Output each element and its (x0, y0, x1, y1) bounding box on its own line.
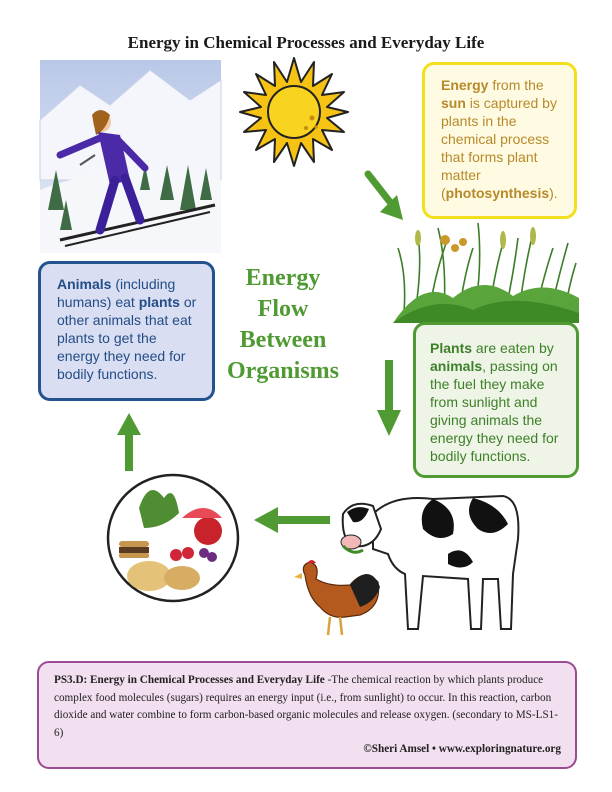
animals-text (57, 276, 196, 382)
box_plants-text-run: , passing on the fuel they make from sunlight and giving animals the energy they need for bodily functions. (430, 358, 559, 464)
grass-illustration (393, 218, 579, 323)
arrow-left (254, 507, 330, 533)
arrow-down (377, 360, 401, 438)
center-title-line: Energy (245, 265, 321, 291)
box_plants-text-run: animals (430, 358, 483, 374)
page-title: Energy in Chemical Processes and Everyday Life (127, 33, 485, 52)
box_sun-text-run: is captured by plants in the chemical process that forms plant matter ( (441, 95, 557, 201)
center-title (218, 263, 348, 387)
box_sun-text-run: Energy (441, 77, 489, 93)
box_animals-text-run: plants (138, 294, 180, 310)
food-plate-illustration (104, 473, 242, 603)
box_plants-text-run: Plants (430, 340, 473, 356)
center-title-line: Flow (257, 296, 309, 322)
box_sun-text-run: photosynthesis (445, 185, 550, 201)
standard-code: PS3.D: Energy in Chemical Processes and Everyday Life (54, 674, 325, 686)
arrow-up (117, 413, 141, 471)
box_sun-text-run: ). (549, 185, 558, 201)
center-title-line: Between (239, 327, 327, 353)
box_sun-text-run: sun (441, 95, 466, 111)
skier-illustration (40, 60, 221, 253)
plants-text (430, 340, 558, 464)
rooster-illustration (290, 557, 382, 639)
credit-line: ©Sheri Amsel • www.exploringnature.org (363, 742, 561, 755)
box_animals-text-run: (including humans) eat (57, 276, 176, 310)
standard-description: -The chemical reaction by which plants produce complex food molecules (sugars) requires an energy input (i.e., from sunlight) to occur. In this reaction, carbon dioxide and water combine to form carbon-based organic molecules and release oxygen. (secondary to MS-LS1-6) (54, 674, 558, 739)
sun-illustration (240, 58, 348, 166)
sun-energy-box (422, 62, 577, 219)
animals-box (38, 261, 215, 401)
standards-footer-box (37, 661, 577, 769)
box_plants-text-run: are eaten by (472, 340, 554, 356)
box_animals-text-run: or other animals that eat plants to get the energy they need for bodily functions. (57, 294, 197, 382)
box_sun-text-run: from the (488, 77, 544, 93)
center-title-line: Organisms (226, 358, 339, 384)
plants-box (413, 322, 579, 478)
box_animals-text-run: Animals (57, 276, 112, 292)
sun-energy-text (441, 77, 558, 201)
